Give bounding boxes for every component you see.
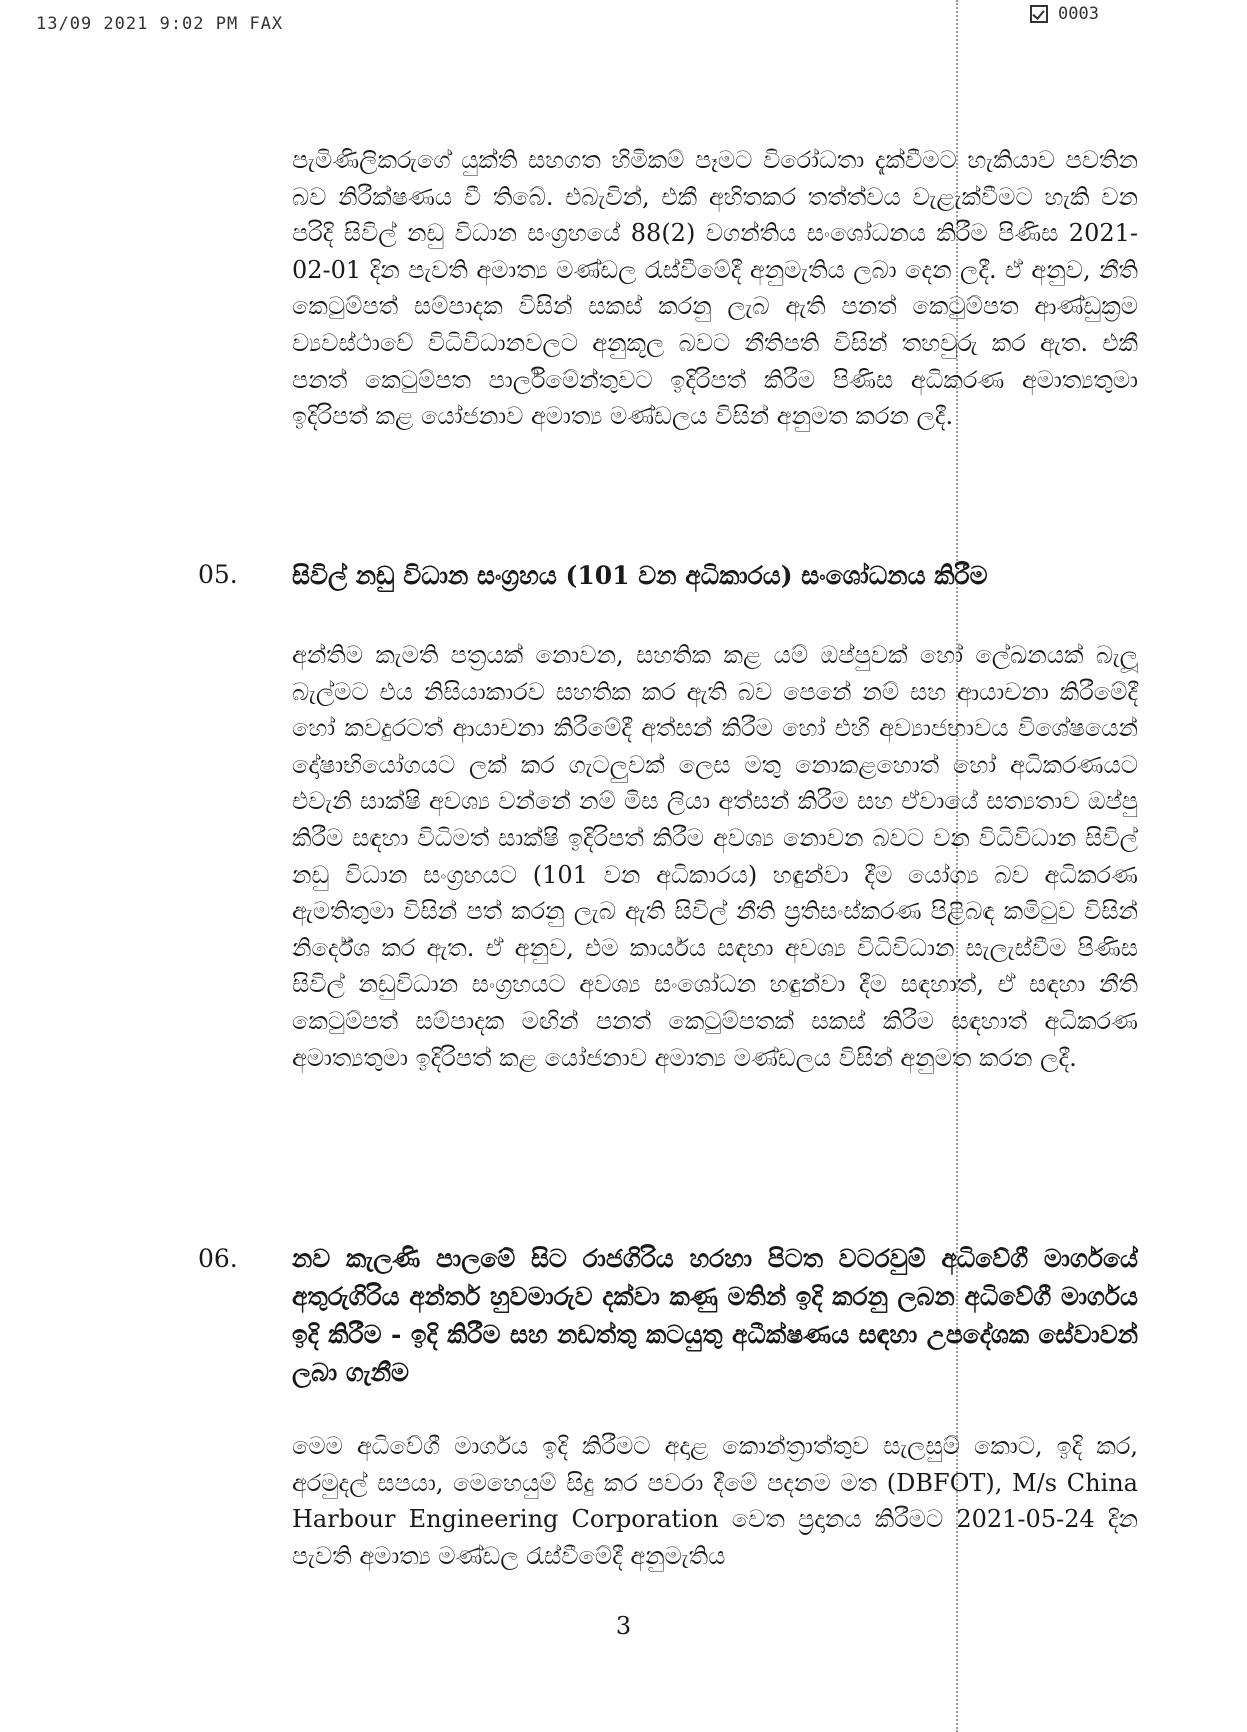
- checkbox-icon: [1030, 5, 1048, 23]
- page-number: 3: [615, 1612, 632, 1640]
- item-body-06: මෙම අධිවේගී මාර්ගය ඉදි කිරීමට අදාළ කොන්ත්‍රාත්තුව සැලසුම් කොට, ඉදි කර, අරමුදල් සපයා, මෙහෙයුම් සිදු කර පවරා දීමේ පදනම මත (DBFOT), M/s China Harbour Engineering Corporation වෙත ප්‍රදානය කිරීමට 2021-05-24 දින පැවති අමාත්‍ය මණ්ඩල රැස්වීමේදී අනුමැතිය: [292, 1432, 1138, 1570]
- item-body-05: අන්තිම කැමති පත්‍රයක් නොවන, සහතික කළ යම් ඔප්පුවක් හෝ ලේඛනයක් බැලූ බැල්මට එය නිසියාකාරව සහතික කර ඇති බව පෙනේ නම් සහ ආයාචනා කිරීමේදී හෝ කවදුරටත් ආයාචනා කිරීමේදී අත්සන් කිරීම හෝ එහි අව්‍යාජභාවය විශේෂයෙන් දෝෂාභියෝගයට ලක් කර ගැටලුවක් ලෙස මතු නොකළහොත් හෝ අධිකරණයට එවැනි සාක්ෂි අවශ්‍ය වන්නේ නම් මිස ලියා අත්සන් කිරීම සහ ඒවායේ සත්‍යතාව ඔප්පු කිරීම සඳහා විධිමත් සාක්ෂි ඉදිරිපත් කිරීම අවශ්‍ය නොවන බවට වන විධිවිධාන සිවිල් නඩු විධාන සංග්‍රහයට (101 වන අධිකාරය) හඳුන්වා දීම යෝග්‍ය බව අධිකරණ ඇමතිතුමා විසින් පත් කරනු ලැබ ඇති සිවිල් නීති ප්‍රතිසංස්කරණ පිළිබඳ කමිටුව විසින් නිර්දේශ කර ඇත. ඒ අනුව, එම කාර්යය සඳහා අවශ්‍ය විධිවිධාන සැලැස්වීම පිණිස සිවිල් නඩුවිධාන සංග්‍රහයට අවශ්‍ය සංශෝධන හඳුන්වා දීම සඳහාත්, ඒ සඳහා නීති කෙටුම්පත් සම්පාදක මඟින් පනත් කෙටුම්පතක් සකස් කිරීම සඳහාත් අධිකරණ අමාත්‍යතුමා ඉදිරිපත් කළ යෝජනාව අමාත්‍ය මණ්ඩලය විසින් අනුමත කරන ලදී.: [292, 641, 1138, 1072]
- fax-page-indicator: [1030, 4, 1099, 24]
- fax-page-code: 0003: [1058, 4, 1099, 24]
- item-number-05: 05.: [198, 560, 238, 589]
- intro-paragraph: පැමිණිලිකරුගේ යුක්ති සහගත හිමිකම් පෑමට විරෝධතා දැක්වීමට හැකියාව පවතින බව නිරීක්ෂණය වී තිබේ. එබැවින්, එකී අහිතකර තත්ත්වය වැළැක්වීමට හැකි වන පරිදි සිවිල් නඩු විධාන සංග්‍රහයේ 88(2) වගන්තිය සංශෝධනය කිරීම පිණිස 2021-02-01 දින පැවති අමාත්‍ය මණ්ඩල රැස්වීමේදී අනුමැතිය ලබා දෙන ලදී. ඒ අනුව, නීති කෙටුම්පත් සම්පාදක විසින් සකස් කරනු ලැබ ඇති පනත් කෙටුම්පත ආණ්ඩුක්‍රම ව්‍යවස්ථාවේ විධිවිධානවලට අනුකූල බවට නීතිපති විසින් තහවුරු කර ඇත. එකී පනත් කෙටුම්පත පාර්ලිමේන්තුවට ඉදිරිපත් කිරීම පිණිස අධිකරණ අමාත්‍යතුමා ඉදිරිපත් කළ යෝජනාව අමාත්‍ය මණ්ඩලය විසින් අනුමත කරන ලදී.: [292, 146, 1138, 431]
- item-heading-06: නව කැලණි පාලමේ සිට රාජගිරිය හරහා පිටත වටරවුම් අධිවේගී මාර්ගයේ අතුරුගිරිය අන්තර් හුවමාරුව දක්වා කණු මතින් ඉදි කරනු ලබන අධිවේගී මාර්ගය ඉදි කිරීම - ඉදි කිරීම සහ නඩත්තු කටයුතු අධීක්ෂණය සඳහා උපදේශක සේවාවන් ලබා ගැනීම: [292, 1244, 1138, 1387]
- fax-header-datetime: 13/09 2021 9:02 PM FAX: [36, 14, 284, 34]
- item-heading-05: සිවිල් නඩු විධාන සංග්‍රහය (101 වන අධිකාරය) සංශෝධනය කිරීම: [292, 561, 988, 590]
- item-number-06: 06.: [198, 1244, 238, 1273]
